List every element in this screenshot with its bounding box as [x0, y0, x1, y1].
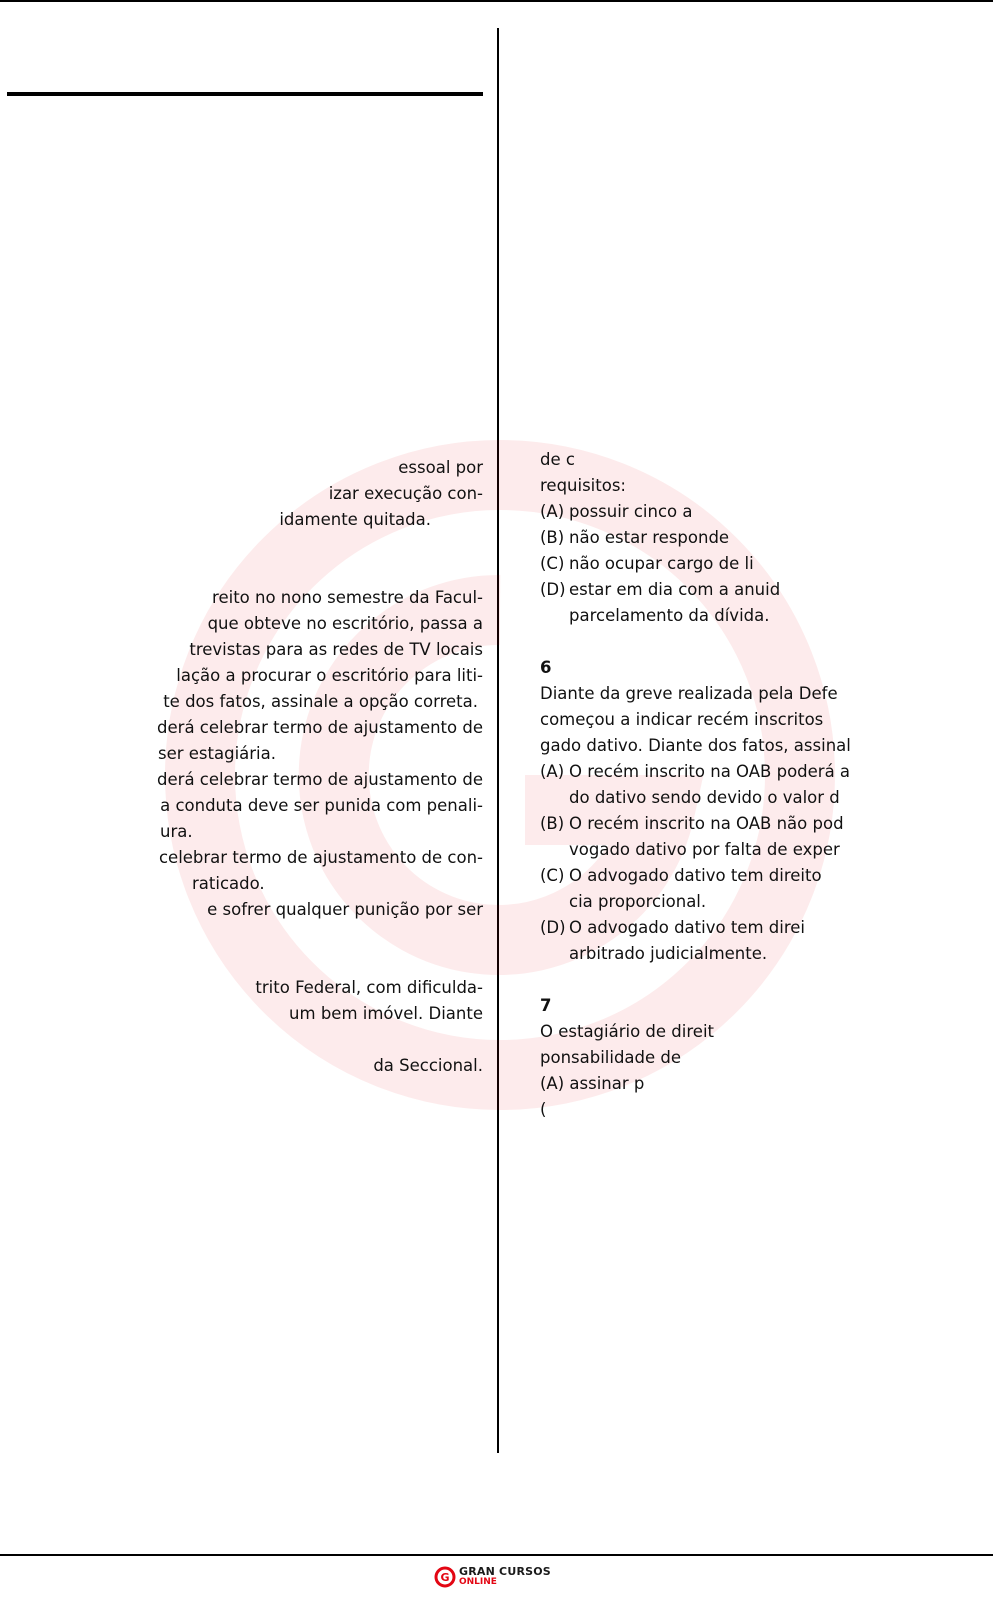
question-stem-line: O estagiário de direit	[540, 1022, 714, 1041]
option-continuation: vogado dativo por falta de exper	[569, 840, 840, 859]
left-line: ser estagiária.	[158, 744, 276, 763]
right-column	[540, 447, 850, 1123]
option-text: O advogado dativo tem direito	[569, 866, 822, 885]
option-continuation: arbitrado judicialmente.	[569, 944, 768, 963]
option-text: não estar responde	[569, 528, 730, 547]
left-column	[150, 455, 483, 1079]
left-line: derá celebrar termo de ajustamento de	[157, 718, 483, 737]
left-line: raticado.	[192, 874, 265, 893]
question-intro-line: de c	[540, 450, 575, 469]
option-letter: (B)	[540, 528, 565, 547]
left-header-rule	[7, 92, 483, 96]
left-line: izar execução con-	[328, 484, 483, 503]
left-line: essoal por	[398, 458, 483, 477]
option-text: possuir cinco a	[569, 502, 693, 521]
left-line: trito Federal, com dificulda-	[255, 978, 483, 997]
logo-line1: GRAN CURSOS	[459, 1565, 551, 1578]
option-letter: (A)	[540, 762, 565, 781]
option-text: O advogado dativo tem direi	[569, 918, 805, 937]
logo-text	[459, 1567, 551, 1587]
left-line: te dos fatos, assinale a opção correta.	[163, 692, 478, 711]
option-letter: (A)	[540, 502, 565, 521]
question-stem-line: começou a indicar recém inscritos	[540, 710, 824, 729]
footer-logo	[434, 1566, 551, 1588]
column-divider	[497, 28, 499, 1453]
option-continuation: do dativo sendo devido o valor d	[569, 788, 840, 807]
left-line: trevistas para as redes de TV locais	[189, 640, 483, 659]
logo-line2: ONLINE	[459, 1577, 497, 1587]
q7-partial-option: (	[540, 1100, 547, 1119]
question-stem-line: gado dativo. Diante dos fatos, assinal	[540, 736, 851, 755]
option-text: não ocupar cargo de li	[569, 554, 754, 573]
left-line: derá celebrar termo de ajustamento de	[157, 770, 483, 789]
question-number: 7	[540, 996, 552, 1015]
q5-option-a	[540, 499, 850, 525]
option-letter: (D)	[540, 580, 566, 599]
left-line: idamente quitada.	[279, 510, 431, 529]
left-line: ura.	[160, 822, 193, 841]
q5-option-b	[540, 525, 850, 551]
option-letter: (D)	[540, 918, 566, 937]
question-number: 6	[540, 658, 552, 677]
q7-option-a: (A) assinar p	[540, 1074, 645, 1093]
option-letter: (C)	[540, 866, 565, 885]
question-stem-line: ponsabilidade de	[540, 1048, 682, 1067]
question-stem-line: Diante da greve realizada pela Defe	[540, 684, 838, 703]
q5-option-c	[540, 551, 850, 577]
left-line: que obteve no escritório, passa a	[207, 614, 483, 633]
q6-option-d	[540, 915, 850, 941]
left-line: reito no nono semestre da Facul-	[212, 588, 483, 607]
left-line: e sofrer qualquer punição por ser	[207, 900, 483, 919]
option-text: O recém inscrito na OAB poderá a	[569, 762, 851, 781]
q6-option-a	[540, 759, 850, 785]
option-letter: (C)	[540, 554, 565, 573]
gran-logo-icon	[434, 1566, 456, 1588]
q6-option-c	[540, 863, 850, 889]
option-text: O recém inscrito na OAB não pod	[569, 814, 844, 833]
bottom-rule	[0, 1554, 993, 1556]
option-continuation: parcelamento da dívida.	[569, 606, 770, 625]
option-text: estar em dia com a anuid	[569, 580, 781, 599]
q5-option-d	[540, 577, 850, 603]
left-line: celebrar termo de ajustamento de con-	[158, 848, 483, 867]
option-letter: (B)	[540, 814, 565, 833]
left-line: um bem imóvel. Diante	[289, 1004, 483, 1023]
q6-option-b	[540, 811, 850, 837]
logo-mark-letter: G	[440, 1571, 450, 1584]
left-line: a conduta deve ser punida com penali-	[160, 796, 483, 815]
option-continuation: cia proporcional.	[569, 892, 707, 911]
left-line: lação a procurar o escritório para liti-	[176, 666, 483, 685]
question-intro-line: requisitos:	[540, 476, 626, 495]
left-line: da Seccional.	[373, 1056, 483, 1075]
top-rule	[0, 0, 993, 2]
